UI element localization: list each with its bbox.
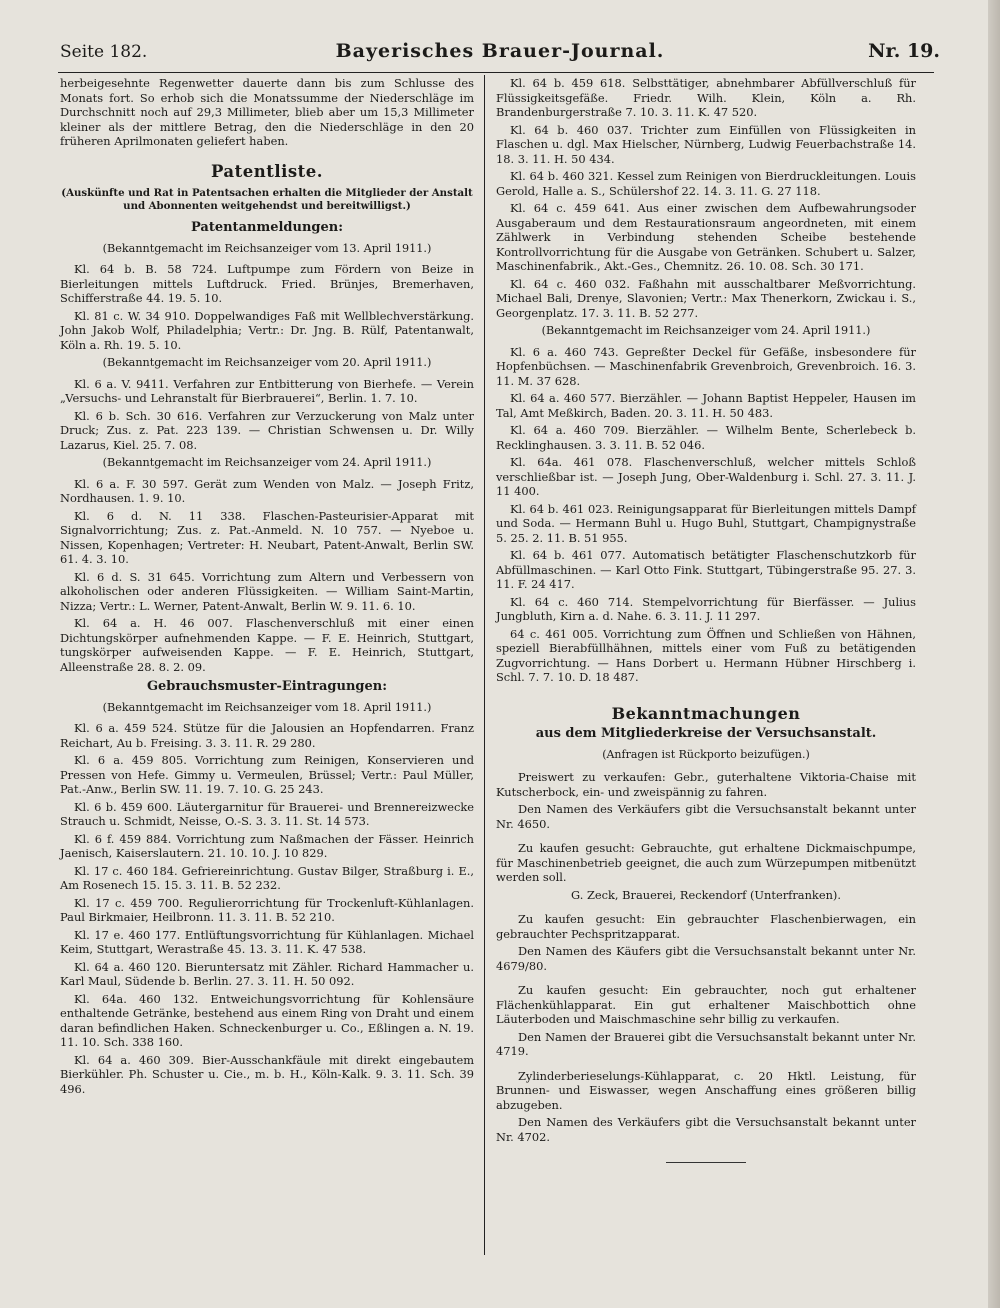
utility-model-entry: Kl. 64a. 461 078. Flaschenverschluß, welcher mittels Schloß verschließbar ist. — Joseph Jung, Ober-Waldenburg i. Schl. 27. 3. 11. J. 11 400.	[496, 455, 916, 498]
utility-model-heading: Gebrauchsmuster-Eintragungen:	[146, 679, 388, 694]
utility-model-entry: Kl. 17 c. 460 184. Gefriereinrichtung. Gustav Bilger, Straßburg i. E., Am Rosenech 15. 15. 3. 11. B. 52 232.	[60, 863, 474, 892]
ad-text: Zylinderberieselungs-Kühlapparat, c. 20 Hktl. Leistung, für Brunnen- und Eiswasser, wegen Anschaffung eines größeren billig abzugeben.	[496, 1068, 916, 1112]
utility-model-entry: Kl. 64 c. 460 032. Faßhahn mit ausschaltbarer Meßvorrichtung. Michael Bali, Drenye, Slavonien; Vertr.: Max Thenerkorn, Zwickau i. S., Georgenplatz. 17. 3. 11. B. 52 277.	[496, 276, 916, 320]
patent-entry: Kl. 6 d. N. 11 338. Flaschen-Pasteurisier-Apparat mit Signalvorrichtung; Zus. z. Pat.-Anmeld. N. 10 757. — Nyeboe u. Nissen, Kopenhagen; Vertreter: H. Neubart, Patent-Anwalt, Berlin SW. 61. 4. 3. 10.	[60, 508, 474, 566]
utility-model-entry: Kl. 64 b. 460 321. Kessel zum Reinigen von Bierdruckleitungen. Louis Gerold, Halle a. S., Schülershof 22. 14. 3. 11. G. 27 118.	[496, 169, 916, 198]
classified-ad	[496, 912, 916, 973]
utility-model-entry: Kl. 64 a. 460 577. Bierzähler. — Johann Baptist Heppeler, Hausen im Tal, Amt Meßkirch, Baden. 20. 3. 11. H. 50 483.	[496, 391, 916, 420]
utility-model-entry: Kl. 64 b. 461 023. Reinigungsapparat für Bierleitungen mittels Dampf und Soda. — Hermann Buhl u. Hugo Buhl, Stuttgart, Champignystraße 5. 25. 2. 11. B. 51 955.	[496, 501, 916, 545]
announcement-date: (Bekanntgemacht im Reichsanzeiger vom 24. April 1911.)	[102, 456, 432, 469]
utility-model-entry: Kl. 6 b. 459 600. Läutergarnitur für Brauerei- und Brennereizwecke Strauch u. Schmidt, Neisse, O.-S. 3. 3. 11. St. 14 573.	[60, 799, 474, 828]
ad-text: Preiswert zu verkaufen: Gebr., guterhaltene Viktoria-Chaise mit Kutscherbock, ein- und zweispännig zu fahren.	[496, 770, 916, 799]
utility-model-entry: Kl. 6 a. 460 743. Gepreßter Deckel für Gefäße, insbesondere für Hopfenbüchsen. — Maschinenfabrik Grevenbroich, Grevenbroich. 16. 3. 11. M. 37 628.	[496, 344, 916, 388]
announcement-date: (Bekanntgemacht im Reichsanzeiger vom 24. April 1911.)	[541, 324, 871, 337]
announcements-note: (Anfragen ist Rückporto beizufügen.)	[602, 747, 810, 761]
ad-text: Zu kaufen gesucht: Gebrauchte, gut erhaltene Dickmaischpumpe, für Maschinenbetrieb geeignet, die auch zum Würzepumpen mitbenützt werden soll.	[496, 841, 916, 884]
utility-model-entry: Kl. 64 c. 459 641. Aus einer zwischen dem Aufbewahrungsoder Ausgaberaum und dem Restaurationsraum angeordneten, mit einem Zählwerk in Verbindung stehenden Scheibe bestehende Kontrollvorrichtung für die Ausgabe von Getränken. Schubert u. Salzer, Maschinenfabrik., Akt.-Ges., Chemnitz. 26. 10. 08. Sch. 30 171.	[496, 201, 916, 273]
utility-model-entry: Kl. 6 f. 459 884. Vorrichtung zum Naßmachen der Fässer. Heinrich Jaenisch, Kaiserslautern. 21. 10. 10. J. 10 829.	[60, 831, 474, 860]
utility-model-entry: Kl. 64 a. 460 120. Bieruntersatz mit Zähler. Richard Hammacher u. Karl Maul, Südende b. Berlin. 27. 3. 11. H. 50 092.	[60, 959, 474, 988]
patent-entry: Kl. 6 a. V. 9411. Verfahren zur Entbitterung von Bierhefe. — Verein „Versuchs- und Lehranstalt für Bierbrauerei“, Berlin. 1. 7. 10.	[60, 376, 474, 405]
page-number: Seite 182.	[60, 42, 148, 62]
announcements-title: Bekanntmachungen	[611, 703, 801, 723]
utility-model-entry: Kl. 64 b. 459 618. Selbsttätiger, abnehmbarer Abfüllverschluß für Flüssigkeitsgefäße. Friedr. Wilh. Klein, Köln a. Rh. Brandenburgerstraße 7. 10. 3. 11. K. 47 520.	[496, 76, 916, 119]
journal-title: Bayerisches Brauer-Journal.	[335, 40, 665, 62]
utility-model-entry: Kl. 64 a. 460 709. Bierzähler. — Wilhelm Bente, Scherlebeck b. Recklinghausen. 3. 3. 11. B. 52 046.	[496, 423, 916, 452]
page-edge	[988, 0, 1000, 1308]
patent-entry: Kl. 6 a. F. 30 597. Gerät zum Wenden von Malz. — Joseph Fritz, Nordhausen. 1. 9. 10.	[60, 476, 474, 505]
classified-ad	[496, 983, 916, 1059]
classified-ad	[496, 770, 916, 831]
patent-list-note: (Auskünfte und Rat in Patentsachen erhalten die Mitglieder der Anstalt und Abonnenten weitgehendst und bereitwilligst.)	[61, 187, 473, 212]
end-rule	[666, 1162, 746, 1163]
utility-model-entry: Kl. 64 b. 461 077. Automatisch betätigter Flaschenschutzkorb für Abfüllmaschinen. — Karl Otto Fink. Stuttgart, Tübingerstraße 95. 27. 3. 11. F. 24 417.	[496, 548, 916, 591]
announcement-date: (Bekanntgemacht im Reichsanzeiger vom 13. April 1911.)	[102, 241, 432, 255]
intro-paragraph: herbeigesehnte Regenwetter dauerte dann bis zum Schlusse des Monats fort. So erhob sich die Monatssumme der Niederschläge im Durchschnitt noch auf 29,3 Millimeter, blieb aber um 15,3 Millimeter kleiner als der mittlere Betrag, den die Niederschläge in den 20 früheren Aprilmonaten geliefert haben.	[60, 76, 474, 148]
utility-model-entry: Kl. 64a. 460 132. Entweichungsvorrichtung für Kohlensäure enthaltende Getränke, bestehend aus einem Ring von Draht und einem daran befindlichen Haken. Schneckenburger u. Co., Eßlingen a. N. 19. 11. 10. Sch. 338 160.	[60, 991, 474, 1049]
right-column	[496, 76, 916, 1163]
ad-contact: G. Zeck, Brauerei, Reckendorf (Unterfranken).	[571, 887, 841, 902]
utility-model-entry: Kl. 17 e. 460 177. Entlüftungsvorrichtung für Kühlanlagen. Michael Keim, Stuttgart, Werastraße 45. 13. 3. 11. K. 47 538.	[60, 927, 474, 956]
header-rule	[58, 72, 934, 73]
utility-model-entry: Kl. 17 c. 459 700. Regulierorrichtung für Trockenluft-Kühlanlagen. Paul Birkmaier, Heilbronn. 11. 3. 11. B. 52 210.	[60, 895, 474, 924]
utility-model-entry: Kl. 64 c. 460 714. Stempelvorrichtung für Bierfässer. — Julius Jungbluth, Kirn a. d. Nahe. 6. 3. 11. J. 11 297.	[496, 594, 916, 623]
announcements-subtitle: aus dem Mitgliederkreise der Versuchsanstalt.	[535, 726, 877, 741]
ad-contact: Den Namen des Käufers gibt die Versuchsanstalt bekannt unter Nr. 4679/80.	[496, 944, 916, 973]
classified-ad	[496, 841, 916, 902]
column-divider	[484, 75, 485, 1255]
patent-entry: Kl. 64 b. B. 58 724. Luftpumpe zum Fördern von Beize in Bierleitungen mittels Luftdruck. Fried. Brünjes, Bremerhaven, Schifferstraße 44. 19. 5. 10.	[60, 262, 474, 305]
utility-model-entry: Kl. 6 a. 459 805. Vorrichtung zum Reinigen, Konservieren und Pressen von Hefe. Gimmy u. Vermeulen, Brüssel; Vertr.: Paul Müller, Pat.-Anw., Berlin SW. 11. 19. 7. 10. G. 25 243.	[60, 753, 474, 796]
patent-list-title: Patentliste.	[210, 161, 324, 181]
issue-number: Nr. 19.	[868, 40, 940, 62]
left-column	[60, 76, 474, 1099]
patent-entry: Kl. 6 b. Sch. 30 616. Verfahren zur Verzuckerung von Malz unter Druck; Zus. z. Pat. 223 139. — Christian Schwensen u. Dr. Willy Lazarus, Kiel. 25. 7. 08.	[60, 408, 474, 452]
patent-entry: Kl. 6 d. S. 31 645. Vorrichtung zum Altern und Verbessern von alkoholischen oder anderen Flüssigkeiten. — William Saint-Martin, Nizza; Vertr.: L. Werner, Patent-Anwalt, Berlin W. 9. 11. 6. 10.	[60, 569, 474, 613]
utility-model-entry: Kl. 64 a. 460 309. Bier-Ausschankfäule mit direkt eingebautem Bierkühler. Ph. Schuster u. Cie., m. b. H., Köln-Kalk. 9. 3. 11. Sch. 39 496.	[60, 1052, 474, 1096]
ad-text: Zu kaufen gesucht: Ein gebrauchter, noch gut erhaltener Flächenkühlapparat. Ein gut erhaltener Maischbottich ohne Läuterboden und Maischmaschine sehr billig zu verkaufen.	[496, 983, 916, 1026]
ad-text: Zu kaufen gesucht: Ein gebrauchter Flaschenbierwagen, ein gebrauchter Pechspritzapparat.	[496, 912, 916, 941]
classified-ad	[496, 1069, 916, 1145]
utility-model-entry: Kl. 64 b. 460 037. Trichter zum Einfüllen von Flüssigkeiten in Flaschen u. dgl. Max Hielscher, Nürnberg, Ludwig Feuerbachstraße 14. 18. 3. 11. H. 50 434.	[496, 122, 916, 166]
ad-contact: Den Namen des Verkäufers gibt die Versuchsanstalt bekannt unter Nr. 4702.	[496, 1115, 916, 1144]
patent-entry: Kl. 64 a. H. 46 007. Flaschenverschluß mit einer einen Dichtungskörper aufnehmenden Kappe. — F. E. Heinrich, Stuttgart, tungskörper aufweisenden Kappe. — F. E. Heinrich, Stuttgart, Alleenstraße 28. 8. 2. 09.	[60, 616, 474, 674]
ad-contact: Den Namen des Verkäufers gibt die Versuchsanstalt bekannt unter Nr. 4650.	[496, 802, 916, 831]
utility-model-entry: 64 c. 461 005. Vorrichtung zum Öffnen und Schließen von Hähnen, speziell Bierabfüllhähnen, mittels einer vom Fuß zu betätigenden Zugvorrichtung. — Hans Dorbert u. Hermann Hübner Hirschberg i. Schl. 7. 7. 10. D. 18 487.	[496, 626, 916, 684]
announcement-date: (Bekanntgemacht im Reichsanzeiger vom 20. April 1911.)	[102, 356, 432, 369]
patent-applications-heading: Patentanmeldungen:	[190, 220, 344, 235]
patent-entry: Kl. 81 c. W. 34 910. Doppelwandiges Faß mit Wellblechverstärkung. John Jakob Wolf, Philadelphia; Vertr.: Dr. Jng. B. Rülf, Patentanwalt, Köln a. Rh. 19. 5. 10.	[60, 308, 474, 352]
page-header	[60, 38, 940, 70]
utility-model-entry: Kl. 6 a. 459 524. Stütze für die Jalousien an Hopfendarren. Franz Reichart, Au b. Freising. 3. 3. 11. R. 29 280.	[60, 721, 474, 750]
ad-contact: Den Namen der Brauerei gibt die Versuchsanstalt bekannt unter Nr. 4719.	[496, 1029, 916, 1058]
announcement-date: (Bekanntgemacht im Reichsanzeiger vom 18. April 1911.)	[102, 700, 432, 714]
